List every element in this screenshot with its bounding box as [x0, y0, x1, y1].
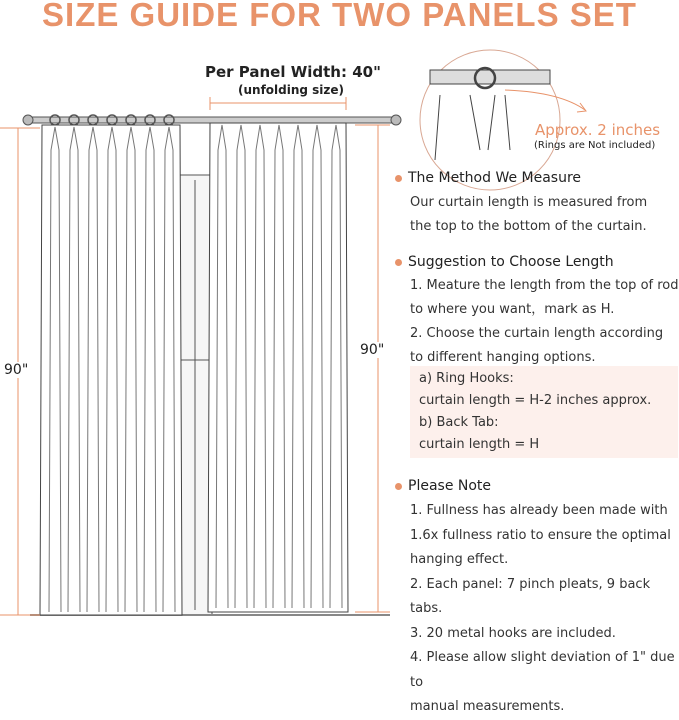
- right-height-label: 90": [360, 342, 385, 358]
- rings-note: (Rings are Not included): [534, 140, 656, 151]
- suggestion-text: 1. Meature the length from the top of rod to where you want，mark as H. 2. Choose the curtain length according to different hanging options.: [410, 278, 679, 365]
- page-title: SIZE GUIDE FOR TWO PANELS SET: [42, 0, 637, 33]
- unfolding-label: (unfolding size): [238, 83, 345, 97]
- approx-label: Approx. 2 inches: [535, 121, 661, 139]
- bullet-icon: [395, 175, 402, 182]
- left-curtain-panel: [40, 125, 182, 615]
- bullet-icon: [395, 259, 402, 266]
- right-curtain-panel: [208, 123, 348, 612]
- method-heading: The Method We Measure: [395, 170, 581, 186]
- note-heading: Please Note: [395, 478, 491, 494]
- panel-width-label: Per Panel Width: 40": [205, 63, 381, 81]
- bullet-icon: [395, 483, 402, 490]
- left-height-label: 90": [4, 362, 29, 378]
- suggestion-heading: Suggestion to Choose Length: [395, 254, 614, 270]
- note-text: 1. Fullness has already been made with 1.6x fullness ratio to ensure the optimal hanging effect. 2. Each panel: 7 pinch pleats, 9 back tabs. 3. 20 metal hooks are included. 4. Please allow slight deviation of 1" due to manual measurements.: [410, 503, 675, 714]
- curtain-rod: [28, 117, 398, 123]
- method-text: Our curtain length is measured from the top to the bottom of the curtain.: [410, 195, 648, 234]
- hanging-options-box: a) Ring Hooks: curtain length = H-2 inches approx. b) Back Tab: curtain length = H: [410, 366, 678, 458]
